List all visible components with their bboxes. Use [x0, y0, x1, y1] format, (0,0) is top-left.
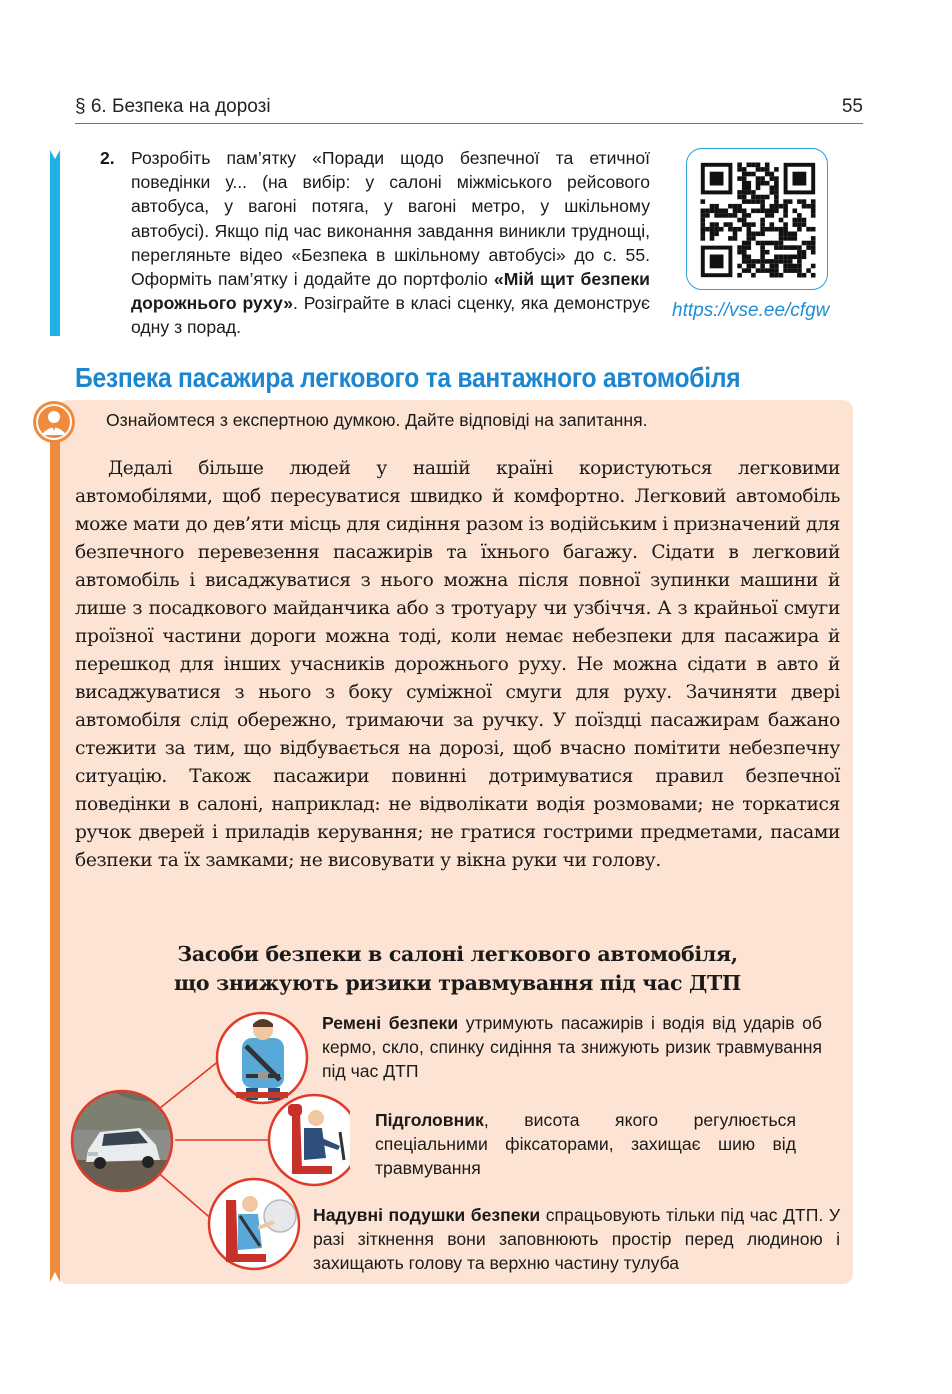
seatbelt-icon [217, 1013, 307, 1103]
expert-opinion-icon [32, 400, 76, 444]
means-item-headrest: Підголовник, висота якого регулюється спеціальними фіксаторами, захищає шию від травмування [375, 1110, 796, 1178]
qr-code[interactable] [686, 148, 828, 290]
task-2 [100, 146, 650, 340]
means-item-seatbelts: Ремені безпеки утримують пасажирів і водія від ударів об кермо, скло, спинку сидіння та знижують ризик травмування під час ДТП [322, 1013, 823, 1081]
task-marker-notch [50, 150, 60, 159]
page-header [75, 94, 863, 124]
task-number: 2. [100, 148, 115, 168]
instruction-text: Ознайомтеся з експертною думкою. Дайте відповіді на запитання. [106, 410, 648, 430]
task-text: Розробіть пам’ятку «Поради щодо безпечної та етичної поведінки у... (на вибір: у салоні міжміського рейсового автобуса, у вагоні потяга, у вагоні метро, у шкільному автобусі). Якщо під час виконання завдання виникли труднощі, перегляньте відео «Безпека в шкільному автобусі» до с. 55. Оформіть пам’ятку і додайте до портфоліо «Мій щит безпеки дорожнього руху». Розіграйте в класі сценку, яка демонструє одну з порад. [131, 148, 650, 338]
safety-means-diagram [60, 1000, 350, 1290]
qr-link[interactable]: https://vse.ee/cfgw [672, 300, 830, 321]
expert-marker-bar [50, 425, 60, 1282]
term-headrest: Підголовник [375, 1110, 484, 1130]
task-marker-bar [50, 150, 60, 336]
term-seatbelts: Ремені безпеки [322, 1013, 459, 1033]
means-item-airbags: Надувні подушки безпеки спрацьовують тільки під час ДТП. У разі зіткнення вони заповнюють простір перед людиною і захищають голову та верхню частину тулуба [313, 1205, 840, 1273]
headrest-icon [269, 1095, 350, 1185]
airbag-icon [209, 1179, 299, 1269]
car-photo [70, 1090, 174, 1194]
term-airbags: Надувні подушки безпеки [313, 1205, 541, 1225]
expert-opinion-text: Дедалі більше людей у нашій країні користуються легковими автомобілями, щоб пересуватися швидко й комфортно. Легковий автомобіль може мати до дев’яти місць для сидіння разом із водійським і призначений для безпечного перевезення пасажирів та їхнього багажу. Сідати в легковий автомобіль і висаджуватися з нього можна після повної зупинки машини й лише з посадкового майданчика або з тротуару чи узбіччя. А з крайньої смуги проїзної частини дороги можна тоді, коли немає небезпеки для пасажира й перешкод для інших учасників дорожнього руху. Не можна сідати в авто й висаджуватися з нього з боку суміжної смуги для руху. Зачиняти двері автомобіля слід обережно, тримаючи за ручку. У поїздці пасажирам бажано стежити за тим, що відбувається на дорозі, щоб вчасно помітити небезпечну ситуацію. Також пасажири повинні дотримуватися правил безпечної поведінки в салоні, наприклад: не відволікати водія розмовами; не торкатися ручок дверей і приладів керування; не гратися гострими предметами, пасами безпеки та їх замками; не висовувати у вікна руки чи голову. [75, 458, 840, 871]
section-title: Безпека пасажира легкового та вантажного автомобіля [75, 362, 741, 393]
header-title: § 6. Безпека на дорозі [75, 96, 271, 117]
portfolio-name: «Мій щит безпеки дорожнього руху» [131, 269, 650, 314]
page-number: 55 [841, 96, 863, 117]
expert-marker-notch [50, 1272, 60, 1282]
means-title: Засоби безпеки в салоні легкового автомобіля, що знижують ризики травмування під час ДТП [174, 942, 741, 995]
